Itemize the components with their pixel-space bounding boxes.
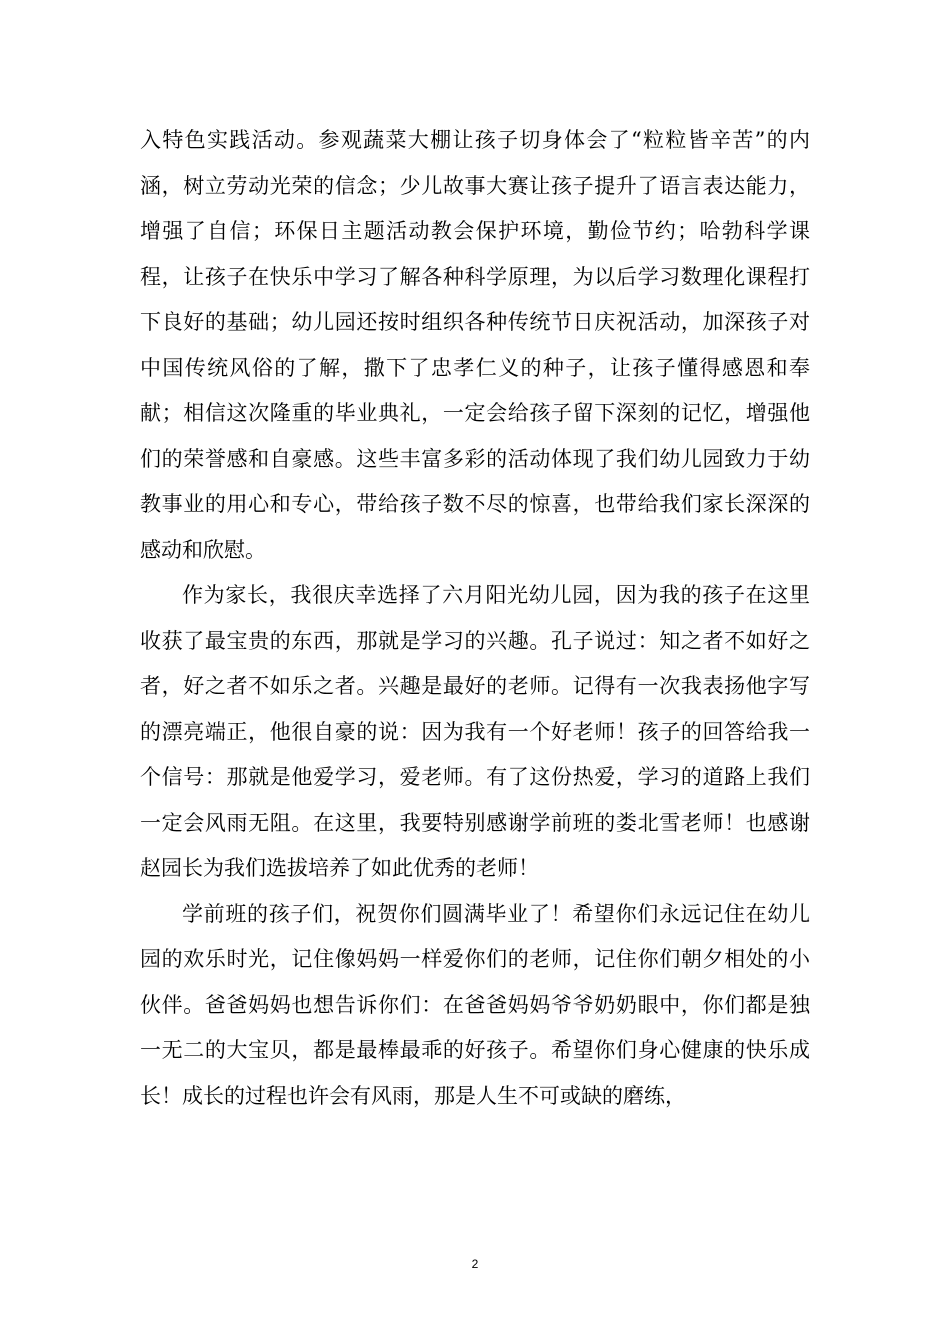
page-number: 2: [471, 1257, 479, 1271]
paragraph-3: 学前班的孩子们，祝贺你们圆满毕业了！希望你们永远记住在幼儿园的欢乐时光，记住像妈妈一样爱你们的老师，记住你们朝夕相处的小伙伴。爸爸妈妈也想告诉你们：在爸爸妈妈爷爷奶奶眼中，你们都是独一无二的大宝贝，都是最棒最乖的好孩子。希望你们身心健康的快乐成长！成长的过程也许会有风雨，那是人生不可或缺的磨练，: [140, 901, 810, 1108]
body-text: [140, 118, 810, 1119]
paragraph-2: 作为家长，我很庆幸选择了六月阳光幼儿园，因为我的孩子在这里收获了最宝贵的东西，那就是学习的兴趣。孔子说过：知之者不如好之者，好之者不如乐之者。兴趣是最好的老师。记得有一次我表扬他字写的漂亮端正，他很自豪的说：因为我有一个好老师！孩子的回答给我一个信号：那就是他爱学习，爱老师。有了这份热爱，学习的道路上我们一定会风雨无阻。在这里，我要特别感谢学前班的娄北雪老师！也感谢赵园长为我们选拔培养了如此优秀的老师！: [140, 583, 810, 880]
paragraph-1: 入特色实践活动。参观蔬菜大棚让孩子切身体会了“粒粒皆辛苦”的内涵，树立劳动光荣的信念；少儿故事大赛让孩子提升了语言表达能力，增强了自信；环保日主题活动教会保护环境，勤俭节约；哈勃科学课程，让孩子在快乐中学习了解各种科学原理，为以后学习数理化课程打下良好的基础；幼儿园还按时组织各种传统节日庆祝活动，加深孩子对中国传统风俗的了解，撒下了忠孝仁义的种子，让孩子懂得感恩和奉献；相信这次隆重的毕业典礼，一定会给孩子留下深刻的记忆，增强他们的荣誉感和自豪感。这些丰富多彩的活动体现了我们幼儿园致力于幼教事业的用心和专心，带给孩子数不尽的惊喜，也带给我们家长深深的感动和欣慰。: [140, 128, 810, 562]
